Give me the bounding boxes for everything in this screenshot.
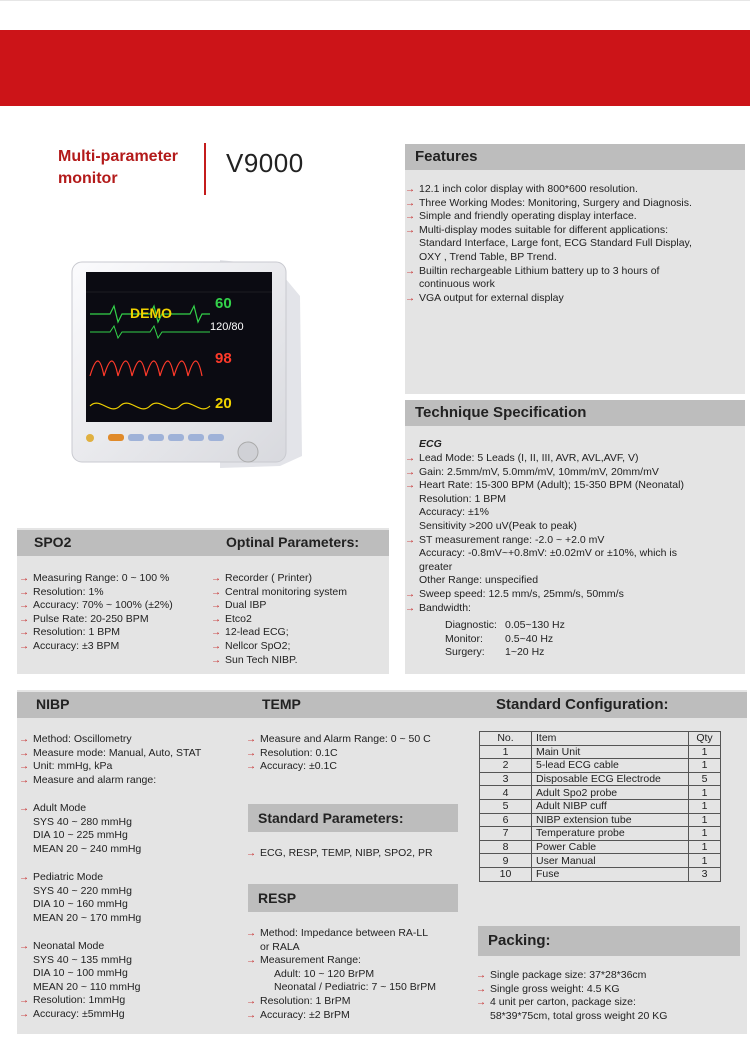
- cell-qty: 1: [689, 840, 721, 854]
- rotary-knob: [238, 442, 258, 462]
- title-divider: [204, 143, 206, 195]
- resp-heading: RESP: [248, 884, 458, 912]
- technique-item: Resolution: 1 BPM: [419, 492, 506, 505]
- technique-item: Other Range: unspecified: [419, 574, 539, 587]
- nibp-accuracy: → Accuracy: ±5mmHg: [19, 1008, 244, 1022]
- configuration-table: [479, 731, 721, 882]
- model-name: V9000: [226, 148, 304, 178]
- table-row: [480, 827, 721, 841]
- cell-no: 2: [480, 759, 532, 773]
- bandwidth-label: Diagnostic:: [445, 619, 497, 631]
- monitor-illustration: [70, 256, 302, 470]
- top-strip: [0, 0, 750, 30]
- cell-no: 1: [480, 745, 532, 759]
- cell-item: Fuse: [532, 867, 689, 881]
- cell-no: 3: [480, 772, 532, 786]
- optional-item: → Sun Tech NIBP.: [211, 654, 386, 668]
- technique-item: → ST measurement range: -2.0 ~ +2.0 mV: [405, 534, 745, 548]
- product-type-title: [58, 146, 178, 190]
- resp-method-cont: or RALA: [260, 940, 300, 953]
- cell-qty: 1: [689, 786, 721, 800]
- spo2-item: → Accuracy: 70% ~ 100% (±2%): [19, 599, 209, 613]
- temp-list: [246, 733, 466, 774]
- technique-list: [405, 452, 745, 615]
- nibp-item: → Method: Oscillometry: [19, 733, 244, 747]
- optional-item: → Recorder ( Printer): [211, 572, 386, 586]
- standard-params-item: → ECG, RESP, TEMP, NIBP, SPO2, PR: [246, 847, 466, 861]
- pediatric-sys: SYS 40 ~ 220 mmHg: [33, 884, 132, 897]
- cell-no: 4: [480, 786, 532, 800]
- configuration-heading: Standard Configuration:: [496, 696, 669, 713]
- table-header-row: [480, 732, 721, 746]
- temp-heading: TEMP: [262, 696, 301, 712]
- cell-item: User Manual: [532, 854, 689, 868]
- technique-item: → Sweep speed: 12.5 mm/s, 25mm/s, 50mm/s: [405, 588, 745, 602]
- features-list: [405, 183, 745, 305]
- resp-adult: Adult: 10 ~ 120 BrPM: [274, 967, 375, 980]
- features-item: → 12.1 inch color display with 800*600 resolution.: [405, 183, 745, 197]
- cell-qty: 1: [689, 827, 721, 841]
- cell-item: Disposable ECG Electrode: [532, 772, 689, 786]
- cell-qty: 1: [689, 759, 721, 773]
- nibp-list: [19, 733, 244, 787]
- product-type-line2: monitor: [58, 170, 118, 187]
- cell-no: 5: [480, 799, 532, 813]
- cell-no: 10: [480, 867, 532, 881]
- bandwidth-label: Surgery:: [445, 646, 485, 659]
- cell-item: Adult Spo2 probe: [532, 786, 689, 800]
- cell-no: 7: [480, 827, 532, 841]
- features-item: → Simple and friendly operating display interface.: [405, 210, 745, 224]
- cell-item: Main Unit: [532, 745, 689, 759]
- cell-item: Adult NIBP cuff: [532, 799, 689, 813]
- demo-label: DEMO: [130, 305, 172, 321]
- packing-item: → 4 unit per carton, package size:: [476, 996, 744, 1010]
- cell-item: Temperature probe: [532, 827, 689, 841]
- adult-dia: DIA 10 ~ 225 mmHg: [33, 829, 128, 842]
- pediatric-dia: DIA 10 ~ 160 mmHg: [33, 898, 128, 911]
- optional-item: → Nellcor SpO2;: [211, 640, 386, 654]
- adult-sys: SYS 40 ~ 280 mmHg: [33, 815, 132, 828]
- resp-method: → Method: Impedance between RA-LL: [246, 927, 466, 941]
- packing-list: [476, 969, 744, 1023]
- table-row: [480, 745, 721, 759]
- table-row: [480, 840, 721, 854]
- nibp-neonatal: [19, 940, 244, 1022]
- technique-item: Accuracy: ±1%: [419, 506, 489, 519]
- optional-item: → Etco2: [211, 613, 386, 627]
- optional-heading: Optinal Parameters:: [226, 534, 360, 550]
- packing-item: → Single package size: 37*28*36cm: [476, 969, 744, 983]
- optional-item: → 12-lead ECG;: [211, 626, 386, 640]
- table-row: [480, 813, 721, 827]
- cell-no: 8: [480, 840, 532, 854]
- resp-neonatal: Neonatal / Pediatric: 7 ~ 150 BrPM: [274, 981, 436, 994]
- features-item: → Three Working Modes: Monitoring, Surgery and Diagnosis.: [405, 197, 745, 211]
- ecg-subheading: ECG: [419, 438, 442, 450]
- bandwidth-value: 0.05~130 Hz: [505, 619, 565, 631]
- spo2-heading: SPO2: [34, 534, 72, 550]
- spo2-item: → Accuracy: ±3 BPM: [19, 640, 209, 654]
- table-row: [480, 772, 721, 786]
- technique-item: greater: [419, 560, 453, 573]
- resp-range-label: → Measurement Range:: [246, 954, 466, 968]
- spo2-item: → Resolution: 1 BPM: [19, 626, 209, 640]
- packing-item: → Single gross weight: 4.5 KG: [476, 983, 744, 997]
- features-item: OXY , Trend Table, BP Trend.: [419, 250, 557, 263]
- pediatric-mode-label: → Pediatric Mode: [19, 871, 244, 885]
- table-row: [480, 759, 721, 773]
- technique-item: → Heart Rate: 15-300 BPM (Adult); 15-350 BPM (Neonatal): [405, 479, 745, 493]
- nibp-item: → Unit: mmHg, kPa: [19, 760, 244, 774]
- cell-no: 6: [480, 813, 532, 827]
- hr-value: 60: [215, 295, 232, 312]
- spo2-item: → Pulse Rate: 20-250 BPM: [19, 613, 209, 627]
- neonatal-sys: SYS 40 ~ 135 mmHg: [33, 953, 132, 966]
- resp-value: 20: [215, 395, 232, 412]
- cell-item: NIBP extension tube: [532, 813, 689, 827]
- cell-qty: 5: [689, 772, 721, 786]
- column-header: Item: [532, 732, 689, 746]
- technique-item: → Bandwidth:: [405, 602, 745, 616]
- packing-item-continuation: 58*39*75cm, total gross weight 20 KG: [490, 1009, 668, 1022]
- features-item: → Multi-display modes suitable for different applications:: [405, 224, 745, 238]
- table-row: [480, 854, 721, 868]
- nibp-item: → Measure mode: Manual, Auto, STAT: [19, 747, 244, 761]
- resp-accuracy: → Accuracy: ±2 BrPM: [246, 1009, 466, 1023]
- column-header: No.: [480, 732, 532, 746]
- technique-item: Sensitivity >200 uV(Peak to peak): [419, 519, 577, 532]
- nibp-modes: [19, 802, 244, 856]
- technique-item: Accuracy: -0.8mV~+0.8mV: ±0.02mV or ±10%, which is: [419, 547, 677, 560]
- temp-item: → Accuracy: ±0.1C: [246, 760, 466, 774]
- bandwidth-label: Monitor:: [445, 632, 483, 645]
- nibp-resolution: → Resolution: 1mmHg: [19, 994, 244, 1008]
- optional-list: [211, 572, 386, 667]
- bandwidth-table: [445, 619, 565, 660]
- features-item: → Builtin rechargeable Lithium battery up to 3 hours of: [405, 265, 745, 279]
- pediatric-mean: MEAN 20 ~ 170 mmHg: [33, 911, 142, 924]
- table-row: [480, 786, 721, 800]
- cell-item: 5-lead ECG cable: [532, 759, 689, 773]
- cell-qty: 1: [689, 854, 721, 868]
- nibp-value: 120/80: [210, 321, 244, 333]
- cell-item: Power Cable: [532, 840, 689, 854]
- cell-qty: 1: [689, 799, 721, 813]
- cell-no: 9: [480, 854, 532, 868]
- bandwidth-value: 0.5~40 Hz: [505, 632, 554, 645]
- table-row: [480, 799, 721, 813]
- bandwidth-value: 1~20 Hz: [505, 646, 545, 659]
- spo2-item: → Resolution: 1%: [19, 586, 209, 600]
- neonatal-mode-label: → Neonatal Mode: [19, 940, 244, 954]
- standard-params-heading: Standard Parameters:: [248, 804, 458, 832]
- spo2-list: [19, 572, 209, 654]
- neonatal-mean: MEAN 20 ~ 110 mmHg: [33, 980, 141, 993]
- nibp-item: → Measure and alarm range:: [19, 774, 244, 788]
- product-type-line1: Multi-parameter: [58, 148, 179, 165]
- nibp-heading: NIBP: [36, 696, 70, 712]
- technique-heading: Technique Specification: [405, 400, 745, 426]
- features-heading: Features: [405, 144, 745, 170]
- header-red-band: [0, 30, 750, 106]
- column-header: Qty: [689, 732, 721, 746]
- standard-params-list: [246, 847, 466, 861]
- packing-heading: Packing:: [478, 926, 740, 956]
- temp-item: → Measure and Alarm Range: 0 ~ 50 C: [246, 733, 466, 747]
- technique-item: → Lead Mode: 5 Leads (I, II, III, AVR, AVL,AVF, V): [405, 452, 745, 466]
- nibp-pediatric: [19, 871, 244, 925]
- optional-item: → Dual IBP: [211, 599, 386, 613]
- cell-qty: 3: [689, 867, 721, 881]
- technique-item: → Gain: 2.5mm/mV, 5.0mm/mV, 10mm/mV, 20mm/mV: [405, 466, 745, 480]
- resp-resolution: → Resolution: 1 BrPM: [246, 995, 466, 1009]
- neonatal-dia: DIA 10 ~ 100 mmHg: [33, 967, 128, 980]
- spo2-item: → Measuring Range: 0 ~ 100 %: [19, 572, 209, 586]
- cell-qty: 1: [689, 813, 721, 827]
- spo2-value: 98: [215, 350, 232, 367]
- cell-qty: 1: [689, 745, 721, 759]
- features-item: continuous work: [419, 278, 495, 291]
- monitor-screen: [86, 272, 272, 422]
- monitor-product-image: [70, 256, 302, 470]
- temp-item: → Resolution: 0.1C: [246, 747, 466, 761]
- adult-mean: MEAN 20 ~ 240 mmHg: [33, 842, 142, 855]
- optional-item: → Central monitoring system: [211, 586, 386, 600]
- resp-list: [246, 927, 466, 1022]
- adult-mode-label: → Adult Mode: [19, 802, 244, 816]
- features-item: Standard Interface, Large font, ECG Standard Full Display,: [419, 237, 692, 250]
- table-row: [480, 867, 721, 881]
- features-item: → VGA output for external display: [405, 292, 745, 306]
